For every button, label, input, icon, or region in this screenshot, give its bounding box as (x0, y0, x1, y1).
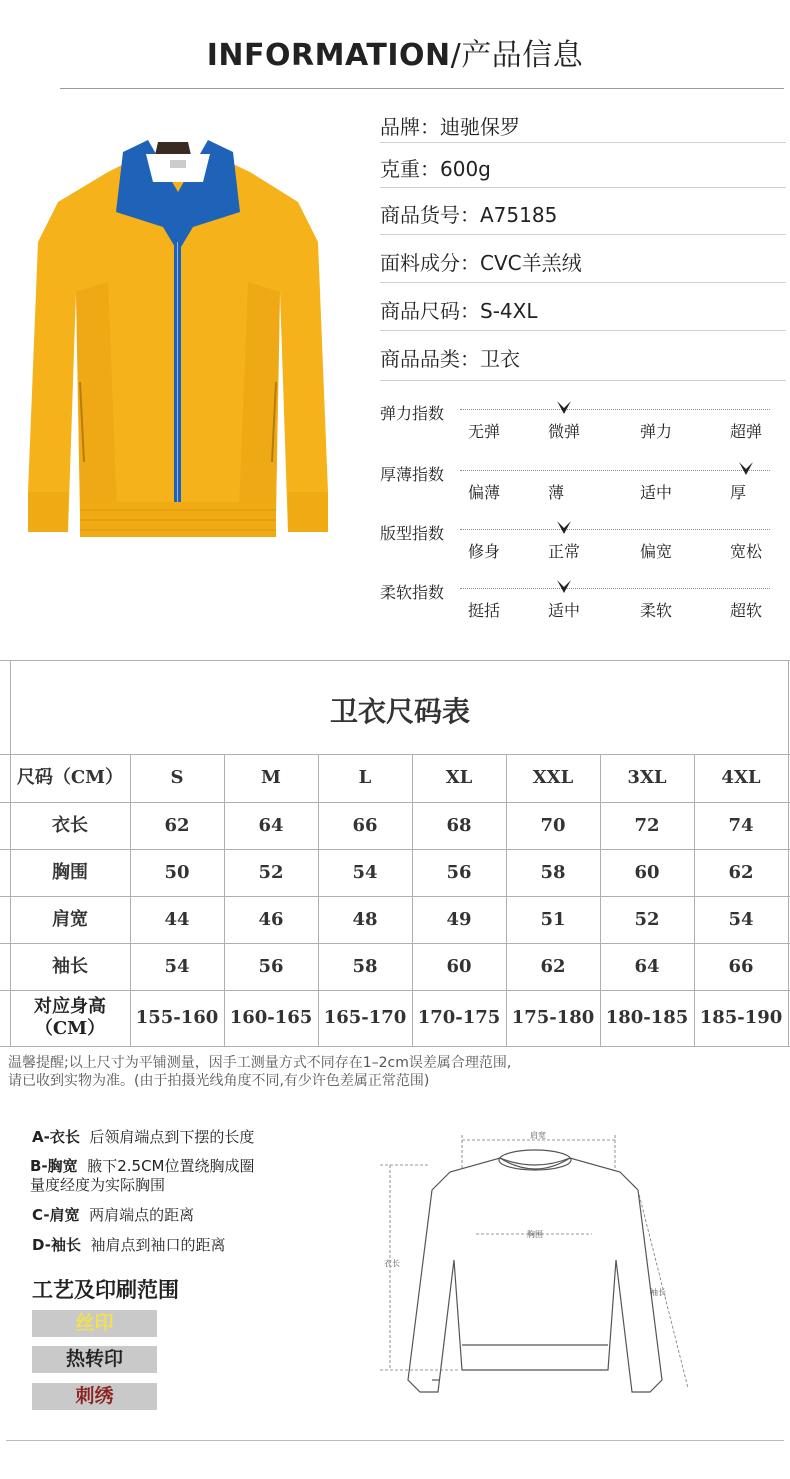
index-option: 正常 (548, 542, 581, 561)
index-option: 薄 (548, 483, 565, 502)
product-jacket-image (18, 132, 338, 562)
index-option: 适中 (548, 601, 581, 620)
index-option: 超弹 (730, 422, 763, 441)
index-scale-line (460, 409, 770, 410)
table-cell: 74 (728, 814, 754, 836)
table-rule (0, 660, 790, 661)
table-cell: 180-185 (605, 1007, 689, 1029)
table-cell: 165-170 (323, 1007, 407, 1029)
index-scale-line (460, 470, 770, 471)
craft-screen-print: 丝印 (32, 1310, 157, 1337)
table-cell: 72 (634, 814, 660, 836)
table-header-cell: XXL (532, 767, 574, 789)
spec-weight: 克重：600g (380, 157, 491, 181)
table-cell: 46 (258, 908, 284, 930)
table-cell: 51 (540, 908, 566, 930)
index-marker-icon (738, 460, 754, 476)
index-scale-line (460, 588, 770, 589)
measure-key: D-袖长 (32, 1236, 81, 1254)
diagram-label-length: 衣长 (384, 1259, 400, 1268)
table-cell: 肩宽 (52, 908, 88, 930)
note-line-2: 请已收到实物为准。(由于拍摄光线角度不同,有少许色差属正常范围) (8, 1073, 430, 1089)
table-cell: 56 (446, 861, 472, 883)
table-header-cell: S (170, 767, 184, 789)
craft-title: 工艺及印刷范围 (32, 1278, 179, 1302)
measure-shoulder (32, 1206, 194, 1225)
spec-divider (380, 142, 786, 143)
spec-divider (380, 282, 786, 283)
table-cell: 60 (446, 955, 472, 977)
spec-size: 商品尺码：S-4XL (380, 299, 538, 323)
measure-desc: 两肩端点的距离 (89, 1206, 195, 1224)
table-cell: 62 (540, 955, 566, 977)
index-label: 柔软指数 (380, 583, 445, 602)
table-cell: 64 (634, 955, 660, 977)
index-option: 超软 (730, 601, 763, 620)
measure-key: C-肩宽 (32, 1206, 80, 1224)
table-cell: 袖长 (52, 955, 88, 977)
spec-item-number: 商品货号：A75185 (380, 203, 558, 227)
index-option: 挺括 (468, 601, 501, 620)
measure-length (32, 1128, 254, 1147)
diagram-label-sleeve: 袖长 (650, 1288, 666, 1297)
diagram-label-shoulder: 肩宽 (530, 1131, 546, 1140)
craft-embroidery: 刺绣 (32, 1383, 157, 1410)
table-rule (788, 660, 789, 1046)
table-cell: 48 (352, 908, 378, 930)
measurement-note (8, 1054, 788, 1090)
index-marker-icon (556, 578, 572, 594)
index-scale-line (460, 529, 770, 530)
craft-heat-transfer: 热转印 (32, 1346, 157, 1373)
table-cell: 52 (634, 908, 660, 930)
page-title (0, 30, 790, 74)
spec-divider (380, 234, 786, 235)
table-cell: 60 (634, 861, 660, 883)
spec-brand: 品牌：迪驰保罗 (380, 115, 520, 139)
measure-desc-2: 量度经度为实际胸围 (30, 1176, 166, 1194)
spec-category: 商品品类：卫衣 (380, 347, 520, 371)
index-label: 弹力指数 (380, 404, 445, 423)
table-cell: 56 (258, 955, 284, 977)
index-label: 版型指数 (380, 524, 445, 543)
measurement-diagram (370, 1130, 700, 1410)
spec-divider (380, 187, 786, 188)
index-option: 偏宽 (640, 542, 673, 561)
index-option: 修身 (468, 542, 501, 561)
page-title-cn: /产品信息 (450, 38, 584, 73)
measure-key: A-衣长 (32, 1128, 80, 1146)
index-marker-icon (556, 519, 572, 535)
spec-divider (380, 380, 786, 381)
index-option: 弹力 (640, 422, 673, 441)
table-cell: 160-165 (229, 1007, 313, 1029)
measure-desc: 后领肩端点到下摆的长度 (89, 1128, 255, 1146)
table-cell: 62 (728, 861, 754, 883)
table-cell: 58 (540, 861, 566, 883)
footer-divider (6, 1440, 784, 1441)
table-header-cell: 4XL (721, 767, 761, 789)
index-option: 无弹 (468, 422, 501, 441)
size-table-title: 卫衣尺码表 (329, 695, 470, 728)
table-cell: 54 (164, 955, 190, 977)
table-cell: 170-175 (417, 1007, 501, 1029)
spec-fabric: 面料成分：CVC羊羔绒 (380, 251, 582, 275)
index-option: 适中 (640, 483, 673, 502)
diagram-label-chest: 胸围 (527, 1230, 543, 1239)
table-cell: 155-160 (135, 1007, 219, 1029)
measure-sleeve (32, 1236, 226, 1255)
measure-key: B-胸宽 (30, 1157, 78, 1175)
table-rule (0, 1046, 790, 1047)
table-header-cell: L (358, 767, 372, 789)
table-cell: 64 (258, 814, 284, 836)
index-option: 厚 (730, 483, 747, 502)
note-line-1: 温馨提醒;以上尺寸为平铺测量，因手工测量方式不同存在1–2cm误差属合理范围, (8, 1055, 512, 1071)
index-option: 宽松 (730, 542, 763, 561)
table-header-cell: 尺码（CM） (16, 767, 124, 789)
table-header-cell: M (261, 767, 281, 789)
table-cell: 66 (352, 814, 378, 836)
table-cell: 66 (728, 955, 754, 977)
table-cell: 175-180 (511, 1007, 595, 1029)
table-cell: 胸围 (52, 861, 88, 883)
table-cell: 70 (540, 814, 566, 836)
spec-divider (380, 330, 786, 331)
table-header-cell: 3XL (627, 767, 667, 789)
index-option: 柔软 (640, 601, 673, 620)
measure-chest (30, 1157, 255, 1195)
index-option: 微弹 (548, 422, 581, 441)
table-cell: 对应身高（CM） (34, 996, 106, 1039)
table-cell: 54 (352, 861, 378, 883)
measure-desc: 腋下2.5CM位置绕胸成圈 (87, 1157, 255, 1175)
table-cell: 54 (728, 908, 754, 930)
table-cell: 49 (446, 908, 472, 930)
table-cell: 58 (352, 955, 378, 977)
table-cell: 62 (164, 814, 190, 836)
table-cell: 50 (164, 861, 190, 883)
table-cell: 44 (164, 908, 190, 930)
table-cell: 185-190 (699, 1007, 783, 1029)
table-cell: 68 (446, 814, 472, 836)
table-cell: 52 (258, 861, 284, 883)
index-option: 偏薄 (468, 483, 501, 502)
page-title-en: INFORMATION (206, 38, 451, 73)
table-cell: 衣长 (52, 814, 88, 836)
measure-desc: 袖肩点到袖口的距离 (90, 1236, 226, 1254)
table-header-cell: XL (445, 767, 473, 789)
index-label: 厚薄指数 (380, 465, 445, 484)
header-divider (60, 88, 784, 89)
index-marker-icon (556, 399, 572, 415)
